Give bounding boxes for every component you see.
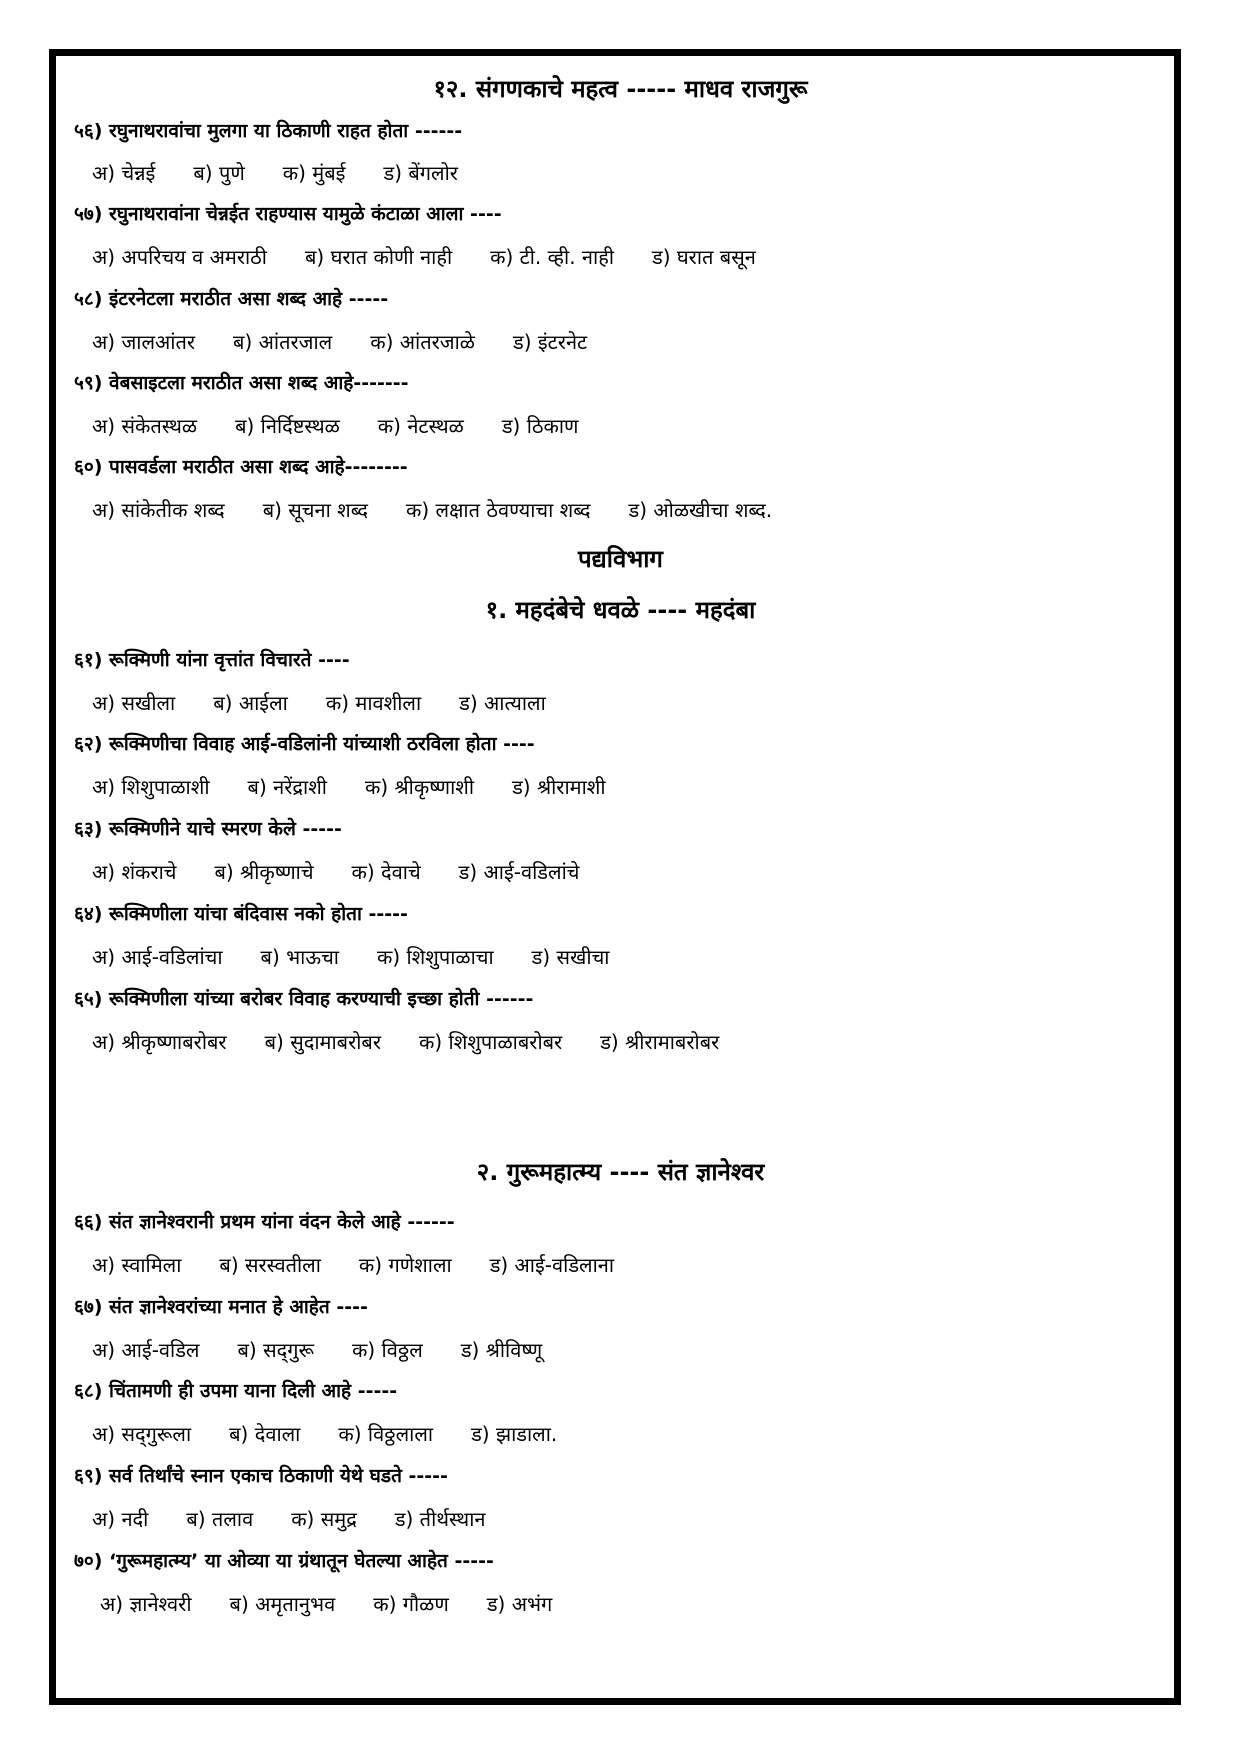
section-title-padyavibhag: पद्यविभाग <box>578 545 663 573</box>
question-64: ६४) रूक्मिणीला यांचा बंदिवास नको होता ----- <box>74 903 408 925</box>
option-a: अ) स्वामिला <box>92 1253 182 1277</box>
question-60: ६०) पासवर्डला मराठीत असा शब्द आहे-------- <box>74 456 408 478</box>
question-57: ५७) रघुनाथरावांना चेन्नईत राहण्यास यामुळे कंटाळा आला ---- <box>74 203 502 225</box>
option-d: ड) अभंग <box>486 1592 553 1616</box>
option-b: ब) निर्दिष्टस्थळ <box>235 414 340 438</box>
option-d: ड) ओळखीचा शब्द. <box>628 498 773 522</box>
option-a: अ) जालआंतर <box>92 330 196 354</box>
options-68 <box>92 1419 557 1449</box>
options-65 <box>92 1027 719 1057</box>
question-58: ५८) इंटरनेटला मराठीत असा शब्द आहे ----- <box>74 288 389 310</box>
option-c: क) आंतरजाळे <box>370 330 475 354</box>
option-c: क) टी. व्ही. नाही <box>490 245 614 269</box>
options-69 <box>92 1504 485 1534</box>
option-c: क) विठ्ठल <box>352 1338 423 1362</box>
options-61 <box>92 688 546 718</box>
option-a: अ) सद्‌गुरूला <box>92 1422 192 1446</box>
option-a: अ) चेन्नई <box>92 161 156 185</box>
option-b: ब) श्रीकृष्णाचे <box>214 860 314 884</box>
option-d: ड) श्रीरामाबरोबर <box>600 1030 720 1054</box>
section-title-sanganakache-mahatva: १२. संगणकाचे महत्व ----- माधव राजगुरू <box>433 75 808 103</box>
option-a: अ) सांकेतीक शब्द <box>92 498 225 522</box>
options-59 <box>92 411 579 441</box>
option-b: ब) सुदामाबरोबर <box>264 1030 382 1054</box>
option-d: ड) श्रीविष्णू <box>460 1338 543 1362</box>
option-b: ब) अमृतानुभव <box>229 1592 336 1616</box>
option-d: ड) सखीचा <box>531 945 610 969</box>
option-b: ब) नरेंद्राशी <box>247 775 327 799</box>
option-c: क) समुद्र <box>291 1507 357 1531</box>
option-d: ड) बेंगलोर <box>383 161 458 185</box>
options-58 <box>92 327 587 357</box>
question-70: ७०) ‘गुरूमहात्म्य’ या ओव्या या ग्रंथातून घेतल्या आहेत ----- <box>74 1550 494 1572</box>
question-66: ६६) संत ज्ञानेश्वरानी प्रथम यांना वंदन केले आहे ------ <box>74 1211 455 1233</box>
option-b: ब) भाऊचा <box>260 945 339 969</box>
section-title-gurumahatmya: २. गुरूमहात्म्य ---- संत ज्ञानेश्वर <box>476 1158 765 1186</box>
option-c: क) श्रीकृष्णाशी <box>364 775 475 799</box>
question-56: ५६) रघुनाथरावांचा मुलगा या ठिकाणी राहत होता ------ <box>74 120 463 142</box>
options-62 <box>92 772 606 802</box>
option-d: ड) झाडाला. <box>471 1422 558 1446</box>
option-b: ब) सरस्वतीला <box>219 1253 321 1277</box>
option-c: क) मावशीला <box>325 691 422 715</box>
option-d: ड) इंटरनेट <box>513 330 588 354</box>
option-b: ब) देवाला <box>229 1422 301 1446</box>
option-a: अ) अपरिचय व अमराठी <box>92 245 267 269</box>
question-59: ५९) वेबसाइटला मराठीत असा शब्द आहे------- <box>74 372 409 394</box>
option-a: अ) आई-वडिल <box>92 1338 200 1362</box>
option-b: ब) तलाव <box>186 1507 254 1531</box>
option-a: अ) नदी <box>92 1507 149 1531</box>
option-a: अ) ज्ञानेश्वरी <box>100 1592 192 1616</box>
option-c: क) गणेशाला <box>358 1253 452 1277</box>
options-67 <box>92 1335 542 1365</box>
option-c: क) देवाचे <box>351 860 421 884</box>
question-63: ६३) रूक्मिणीने याचे स्मरण केले ----- <box>74 818 342 840</box>
option-c: क) शिशुपाळाबरोबर <box>419 1030 563 1054</box>
option-d: ड) ठिकाण <box>501 414 579 438</box>
option-c: क) गौळण <box>373 1592 449 1616</box>
options-56 <box>92 158 458 188</box>
options-60 <box>92 495 772 525</box>
option-c: क) मुंबई <box>282 161 346 185</box>
option-b: ब) सद्‌गुरू <box>237 1338 315 1362</box>
question-65: ६५) रूक्मिणीला यांच्या बरोबर विवाह करण्याची इच्छा होती ------ <box>74 988 534 1010</box>
option-c: क) शिशुपाळाचा <box>376 945 494 969</box>
option-a: अ) शिशुपाळाशी <box>92 775 210 799</box>
option-b: ब) आंतरजाल <box>233 330 333 354</box>
option-b: ब) सूचना शब्द <box>262 498 369 522</box>
section-title-mahadambeche-dhavale: १. महदंबेचे धवळे ---- महदंबा <box>485 596 756 624</box>
question-62: ६२) रूक्मिणीचा विवाह आई-वडिलांनी यांच्याशी ठरविला होता ---- <box>74 733 535 755</box>
option-d: ड) श्रीरामाशी <box>512 775 606 799</box>
option-d: ड) घरात बसून <box>652 245 756 269</box>
option-d: ड) आत्याला <box>459 691 546 715</box>
option-b: ब) पुणे <box>193 161 245 185</box>
question-69: ६९) सर्व तिर्थांचे स्नान एकाच ठिकाणी येथे घडते ----- <box>74 1465 448 1487</box>
option-a: अ) श्रीकृष्णाबरोबर <box>92 1030 227 1054</box>
options-70 <box>100 1589 552 1619</box>
options-64 <box>92 942 609 972</box>
option-c: क) नेटस्थळ <box>377 414 464 438</box>
option-b: ब) घरात कोणी नाही <box>304 245 453 269</box>
option-a: अ) संकेतस्थळ <box>92 414 198 438</box>
option-d: ड) आई-वडिलाना <box>489 1253 615 1277</box>
question-68: ६८) चिंतामणी ही उपमा याना दिली आहे ----- <box>74 1380 398 1402</box>
question-61: ६१) रूक्मिणी यांना वृत्तांत विचारते ---- <box>74 649 350 671</box>
option-c: क) लक्षात ठेवण्याचा शब्द <box>406 498 591 522</box>
options-57 <box>92 242 756 272</box>
option-b: ब) आईला <box>213 691 288 715</box>
option-d: ड) तीर्थस्थान <box>394 1507 486 1531</box>
options-66 <box>92 1250 614 1280</box>
options-63 <box>92 857 579 887</box>
option-c: क) विठ्ठलाला <box>338 1422 434 1446</box>
option-a: अ) आई-वडिलांचा <box>92 945 223 969</box>
option-d: ड) आई-वडिलांचे <box>458 860 580 884</box>
option-a: अ) शंकराचे <box>92 860 177 884</box>
question-67: ६७) संत ज्ञानेश्वरांच्या मनात हे आहेत ---- <box>74 1296 368 1318</box>
option-a: अ) सखीला <box>92 691 176 715</box>
